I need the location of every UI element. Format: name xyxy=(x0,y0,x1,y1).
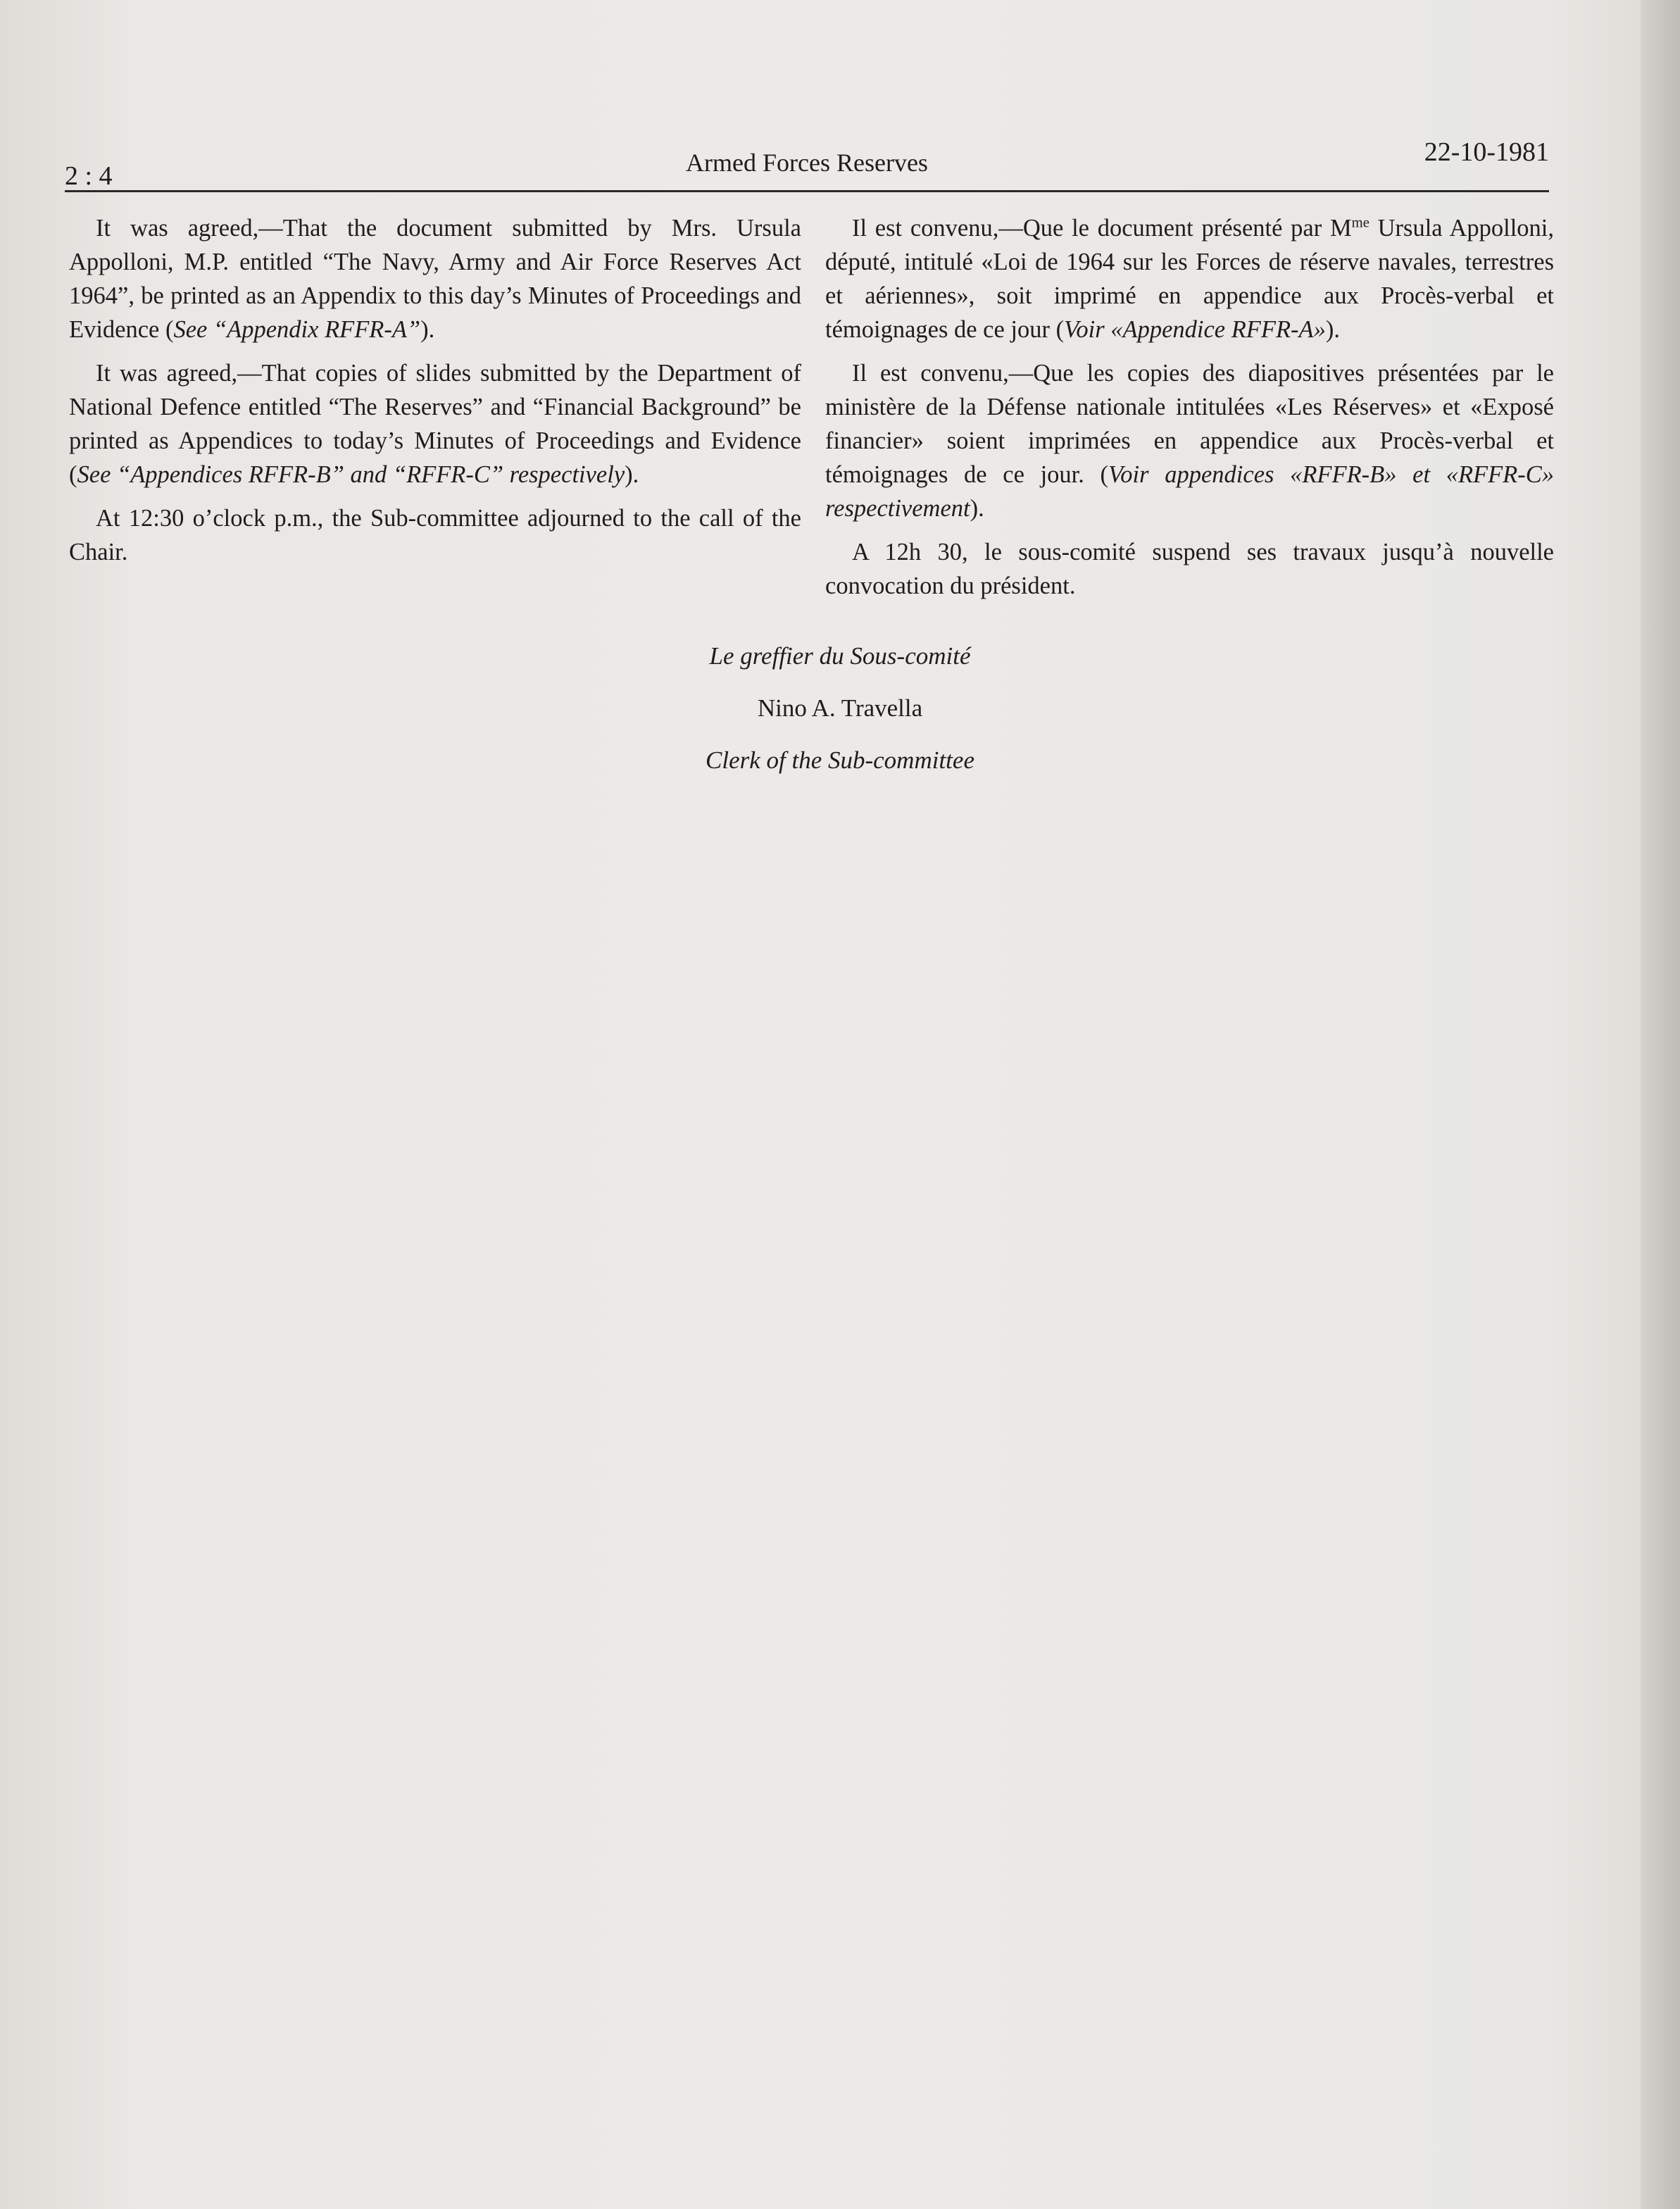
paragraphe-appendice-a: Il est convenu,—Que le document présenté par $M^{me}$ Ursula Appolloni, député, intitulé «Loi de 1964 sur les Forces de réserve navales, terrestres et aériennes», soit imprimé en appendice aux Procès-verbal et témoignages de ce jour (Voir «Appendice RFFR-A»). xyxy=(825,215,1554,343)
paragraph-appendices-b-c: It was agreed,—That copies of slides submitted by the Department of National Defence entitled “The Reserves” and “Financial Background” be printed as Appendices to today’s Minutes of Proceedings and Evidence (See “Appendices RFFR-B” and “RFFR-C” respectively). xyxy=(69,360,801,488)
clerk-name: Nino A. Travella xyxy=(757,694,923,722)
page-header xyxy=(65,134,1549,197)
paragraphe-appendices-b-c: Il est convenu,—Que les copies des diapositives présentées par le ministère de la Défense nationale intitulées «Les Réserves» et «Exposé financier» soient imprimées en appendice aux Procès-verbal et témoignages de ce jour. (Voir appendices «RFFR-B» et «RFFR-C» respectivement). xyxy=(825,360,1555,522)
signature-block xyxy=(0,639,1680,796)
paragraph-appendix-a: It was agreed,—That the document submitted by Mrs. Ursula Appolloni, M.P. entitled “The Navy, Army and Air Force Reserves Act 1964”, be printed as an Appendix to this day’s Minutes of Proceedings and Evidence (See “Appendix RFFR-A”). xyxy=(69,215,801,343)
clerk-title-english: Clerk of the Sub-committee xyxy=(706,746,974,774)
running-title: Armed Forces Reserves xyxy=(686,149,928,177)
french-column xyxy=(825,211,1554,613)
page-number: 2 : 4 xyxy=(65,161,113,191)
paragraph-adjournment: At 12:30 o’clock p.m., the Sub-committee adjourned to the call of the Chair. xyxy=(69,505,801,565)
header-rule xyxy=(65,190,1549,192)
binding-edge xyxy=(1641,0,1680,2209)
paragraphe-suspension: A 12h 30, le sous-comité suspend ses travaux jusqu’à nouvelle convocation du président. xyxy=(825,539,1554,599)
clerk-title-french: Le greffier du Sous-comité xyxy=(709,642,971,670)
header-date: 22-10-1981 xyxy=(1424,137,1549,167)
english-column xyxy=(69,211,801,579)
